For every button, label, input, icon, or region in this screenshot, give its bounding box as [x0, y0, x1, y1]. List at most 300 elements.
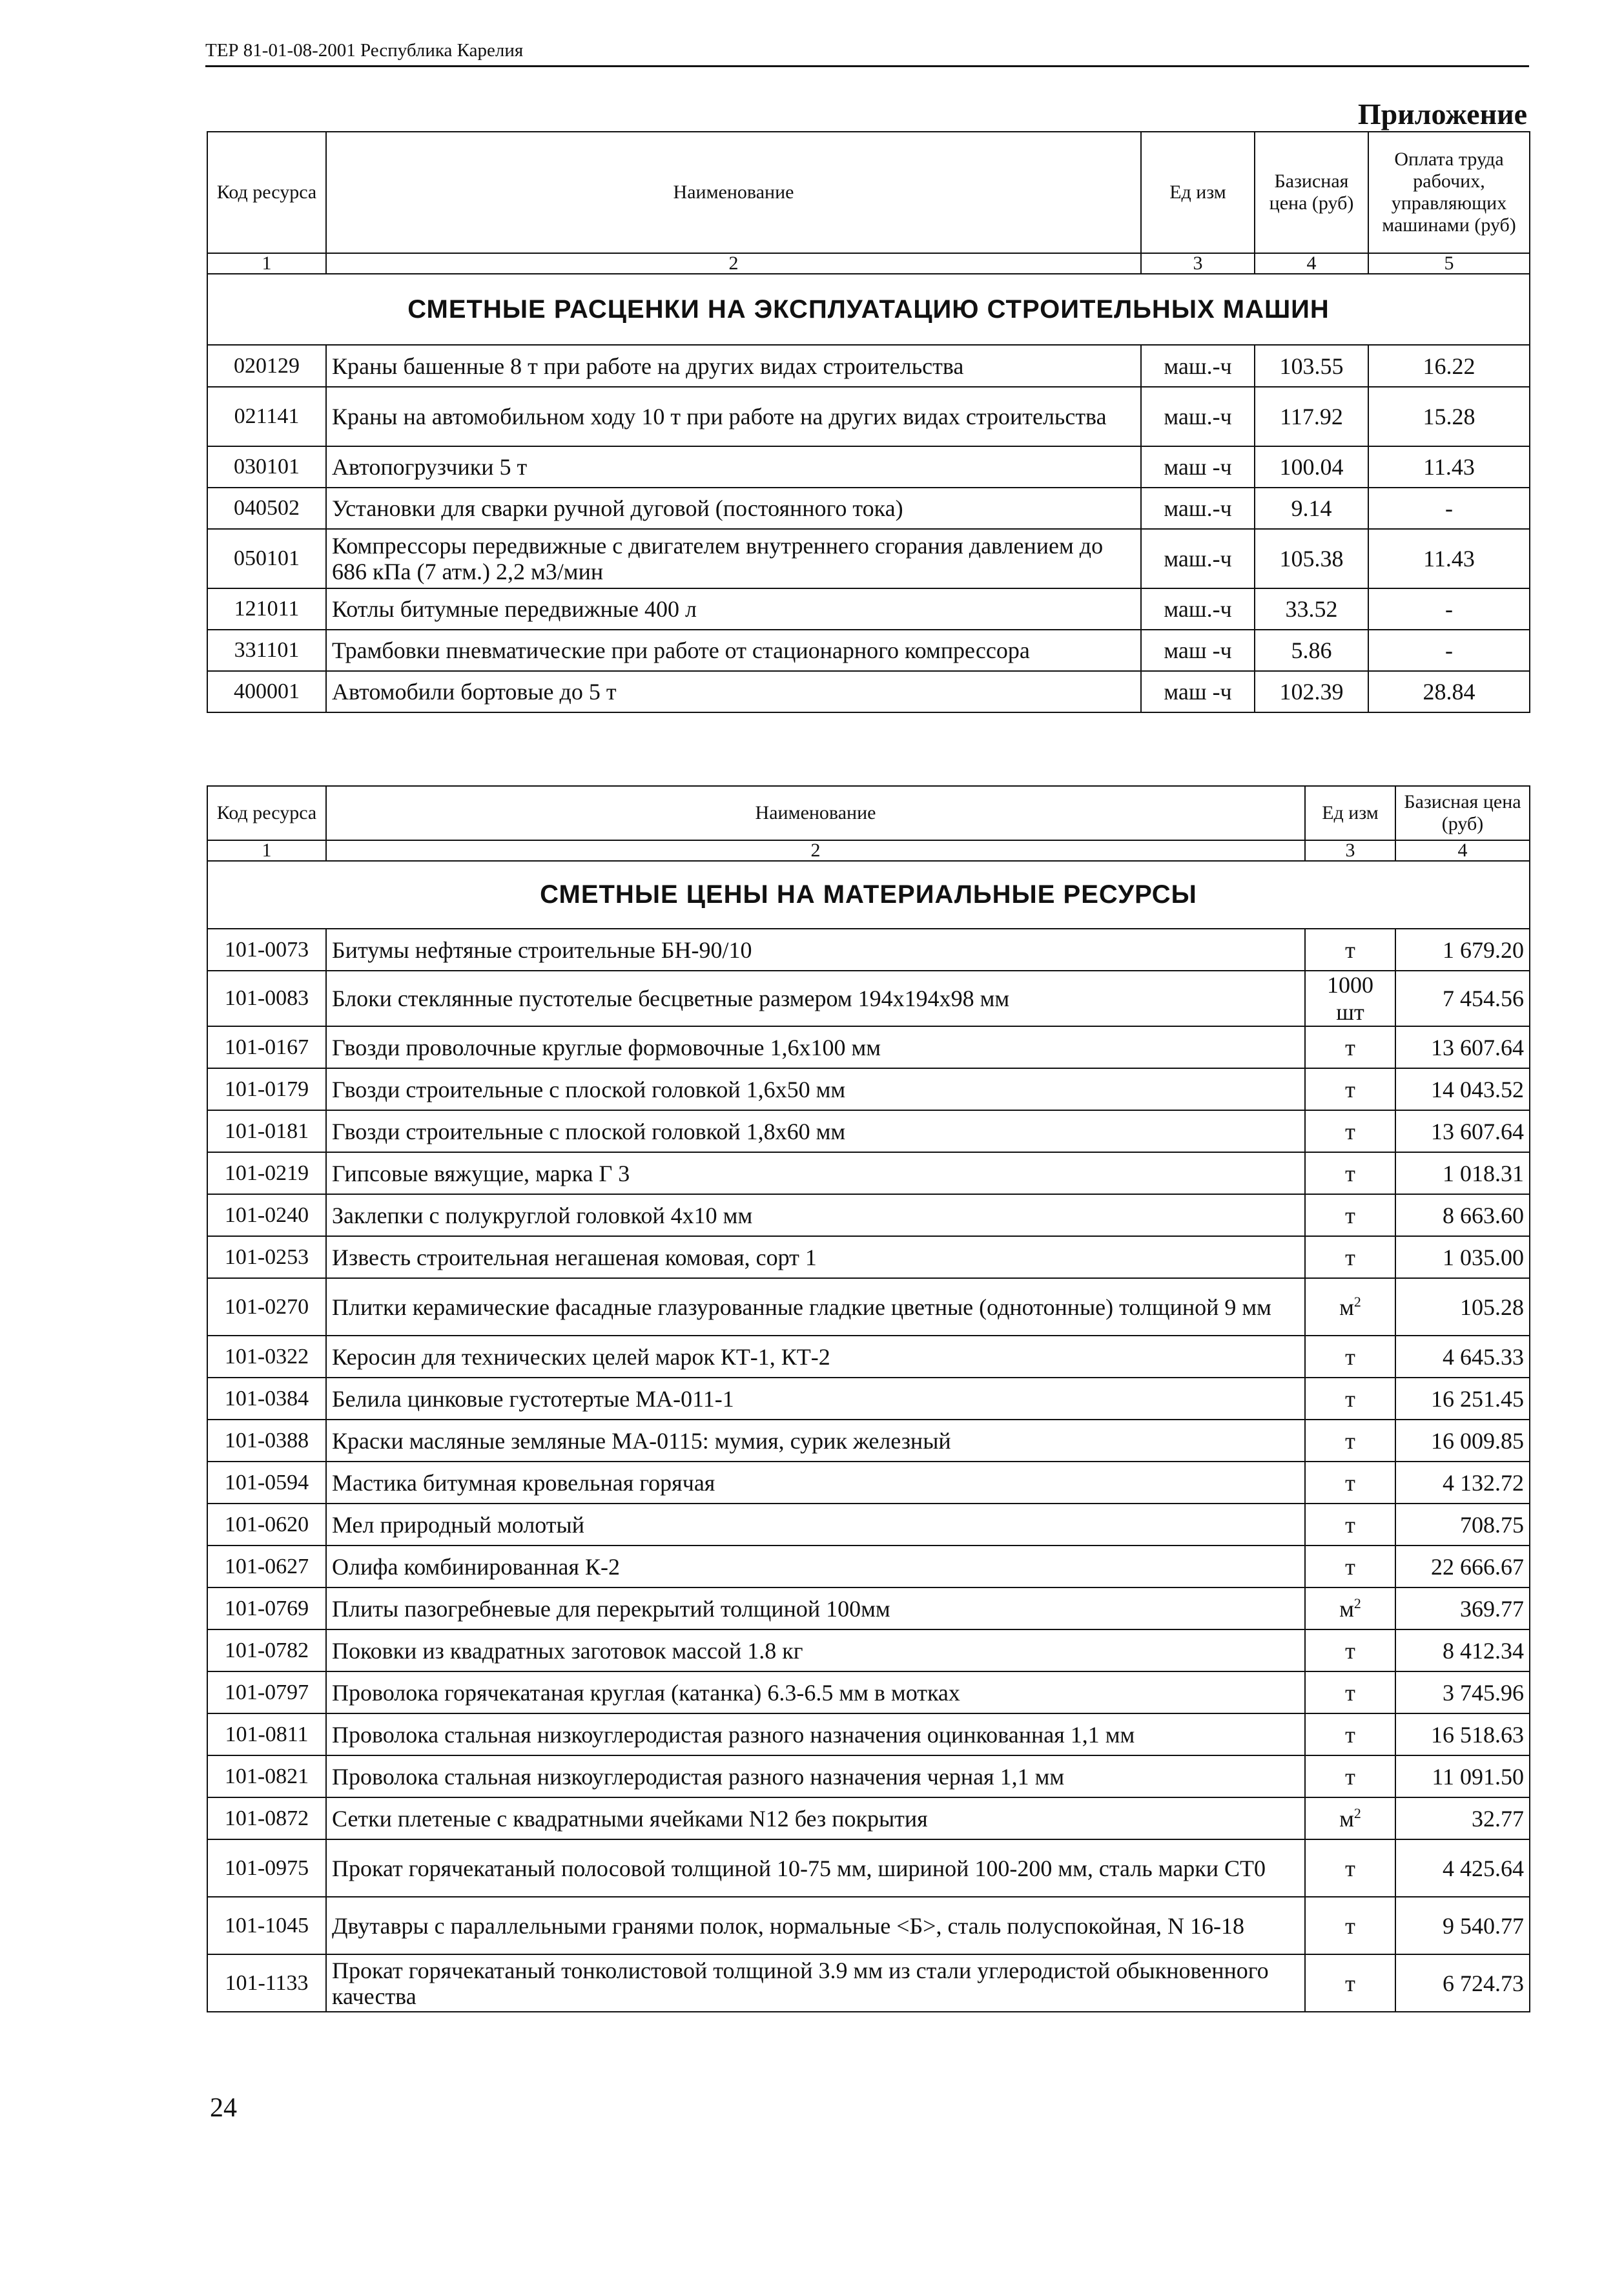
resource-name [326, 446, 1141, 488]
resource-wage-text: 11.43 [1423, 546, 1475, 572]
resource-price-text: 1 018.31 [1443, 1160, 1524, 1186]
resource-price [1255, 630, 1368, 671]
resource-unit-text: маш.-ч [1164, 353, 1232, 379]
resource-code [207, 671, 326, 712]
resource-code-text: 101-0388 [224, 1428, 309, 1453]
resource-unit-text: т [1345, 1385, 1355, 1412]
resource-code [207, 1152, 326, 1194]
resource-wage-text: - [1445, 637, 1453, 663]
resource-unit-text: т [1345, 1553, 1355, 1580]
resource-name [326, 1755, 1305, 1797]
col-number: 4 [1255, 253, 1368, 274]
resource-price [1255, 387, 1368, 446]
resource-code-text: 331101 [234, 638, 300, 662]
resource-unit-text: т [1345, 1912, 1355, 1939]
resource-code-text: 101-0620 [224, 1512, 309, 1536]
resource-price [1395, 1897, 1530, 1954]
resource-code [207, 387, 326, 446]
resource-unit-text: т [1345, 1511, 1355, 1538]
resource-name-text: Проволока горячекатаная круглая (катанка) 6.3-6.5 мм в мотках [332, 1679, 960, 1706]
table-row [207, 1839, 1530, 1897]
table-row [207, 1236, 1530, 1278]
resource-name-text: Плитки керамические фасадные глазурованные гладкие цветные (однотонные) толщиной 9 мм [332, 1294, 1271, 1320]
resource-wage [1368, 387, 1530, 446]
resource-name [326, 671, 1141, 712]
resource-unit [1141, 345, 1255, 387]
resource-name-text: Прокат горячекатаный полосовой толщиной 10-75 мм, шириной 100-200 мм, сталь марки СТ0 [332, 1855, 1266, 1881]
resource-price [1395, 1755, 1530, 1797]
resource-price [1255, 529, 1368, 588]
col-number: 2 [326, 253, 1141, 274]
resource-unit-text: маш.-ч [1164, 495, 1232, 521]
resource-unit-text: т [1345, 1076, 1355, 1102]
resource-unit [1305, 1068, 1395, 1110]
table-row [207, 1152, 1530, 1194]
resource-unit-text: маш -ч [1164, 637, 1232, 663]
resource-unit [1305, 1713, 1395, 1755]
resource-name [326, 1671, 1305, 1713]
table-row [207, 929, 1530, 971]
resource-price-text: 8 412.34 [1443, 1637, 1524, 1664]
resource-name-text: Компрессоры передвижные с двигателем внутреннего сгорания давлением до 686 кПа (7 атм.) 2,2 м3/мин [332, 533, 1104, 584]
table-row [207, 1797, 1530, 1839]
resource-code [207, 1954, 326, 2012]
resource-unit [1141, 387, 1255, 446]
resource-unit [1305, 1897, 1395, 1954]
resource-name-text: Гвозди строительные с плоской головкой 1,8х60 мм [332, 1118, 846, 1144]
resource-price-text: 117.92 [1280, 404, 1343, 429]
resource-name-text: Олифа комбинированная К-2 [332, 1553, 620, 1580]
resource-wage-text: 16.22 [1423, 353, 1475, 379]
resource-price [1395, 1954, 1530, 2012]
resource-unit-text: т [1345, 1970, 1355, 1996]
resource-code-text: 101-0384 [224, 1386, 309, 1411]
resource-name-text: Сетки плетеные с квадратными ячейками N12 без покрытия [332, 1805, 928, 1832]
resource-unit-text: т [1345, 1469, 1355, 1496]
resource-price [1395, 1504, 1530, 1546]
resource-unit-text: т [1345, 936, 1355, 963]
header-unit: Ед изм [1305, 786, 1395, 840]
resource-code-text: 121011 [234, 597, 300, 621]
resource-unit [1305, 1420, 1395, 1462]
resource-name [326, 1954, 1305, 2012]
table-row [207, 671, 1530, 712]
resource-code [207, 1587, 326, 1629]
table-row [207, 1194, 1530, 1236]
table-row [207, 1954, 1530, 2012]
resource-code-text: 101-0975 [224, 1856, 309, 1880]
resource-unit [1305, 1839, 1395, 1897]
resource-code [207, 1026, 326, 1068]
resource-name-text: Плиты пазогребневые для перекрытий толщиной 100мм [332, 1595, 890, 1622]
header-unit: Ед изм [1141, 132, 1255, 253]
resource-wage-text: 11.43 [1423, 454, 1475, 480]
resource-unit-text: маш.-ч [1164, 546, 1232, 572]
resource-code [207, 1378, 326, 1420]
resource-name [326, 529, 1141, 588]
resource-code [207, 1839, 326, 1897]
resource-price-text: 8 663.60 [1443, 1202, 1524, 1228]
resource-price [1395, 1026, 1530, 1068]
resource-unit [1305, 1629, 1395, 1671]
resource-price-text: 6 724.73 [1443, 1970, 1524, 1996]
resource-price-text: 16 009.85 [1431, 1427, 1524, 1454]
resource-name-text: Двутавры с параллельными гранями полок, нормальные <Б>, сталь полуспокойная, N 16-18 [332, 1912, 1245, 1939]
resource-code-text: 101-0782 [224, 1638, 309, 1662]
resource-unit [1305, 1587, 1395, 1629]
table-row [207, 630, 1530, 671]
resource-unit-text: м [1339, 1805, 1354, 1832]
resource-price-text: 4 425.64 [1443, 1855, 1524, 1881]
resource-code [207, 529, 326, 588]
resource-unit-text: м [1339, 1595, 1354, 1622]
resource-code [207, 1671, 326, 1713]
resource-unit [1305, 1954, 1395, 2012]
table-row [207, 1462, 1530, 1504]
resource-name-text: Блоки стеклянные пустотелые бесцветные размером 194х194х98 мм [332, 986, 1010, 1011]
resource-price-text: 3 745.96 [1443, 1679, 1524, 1706]
resource-name [326, 1546, 1305, 1587]
resource-code-text: 101-0811 [225, 1722, 309, 1746]
col-number: 3 [1305, 840, 1395, 861]
resource-unit [1305, 971, 1395, 1026]
resource-wage [1368, 345, 1530, 387]
resource-name-text: Автопогрузчики 5 т [332, 454, 528, 480]
resource-code-text: 101-0181 [224, 1119, 309, 1143]
resource-price-text: 105.28 [1460, 1294, 1524, 1320]
resource-name [326, 1194, 1305, 1236]
resource-code-text: 101-0240 [224, 1203, 309, 1227]
header-name: Наименование [326, 132, 1141, 253]
resource-price-text: 13 607.64 [1431, 1118, 1524, 1144]
table-row [207, 345, 1530, 387]
resource-price [1395, 1378, 1530, 1420]
resource-code-text: 101-0253 [224, 1245, 309, 1269]
resource-price-text: 32.77 [1472, 1805, 1524, 1832]
resource-unit [1305, 1236, 1395, 1278]
table-row [207, 1278, 1530, 1336]
resource-unit-text: 1000 шт [1327, 972, 1373, 1025]
resource-unit [1305, 929, 1395, 971]
resource-wage [1368, 446, 1530, 488]
resource-wage-text: 15.28 [1423, 404, 1475, 429]
resource-code [207, 1713, 326, 1755]
table-row [207, 1897, 1530, 1954]
resource-price [1395, 1336, 1530, 1378]
resource-price [1395, 1587, 1530, 1629]
resource-code-text: 101-0083 [224, 986, 309, 1010]
resource-name-text: Прокат горячекатаный тонколистовой толщиной 3.9 мм из стали углеродистой обыкновенного качества [332, 1957, 1269, 2009]
resource-name-text: Керосин для технических целей марок КТ-1, КТ-2 [332, 1343, 830, 1370]
running-header: ТЕР 81-01-08-2001 Республика Карелия [205, 40, 1529, 67]
resource-price [1395, 1839, 1530, 1897]
section-title: СМЕТНЫЕ РАСЦЕНКИ НА ЭКСПЛУАТАЦИЮ СТРОИТЕЛЬНЫХ МАШИН [207, 274, 1530, 345]
resource-unit [1305, 1546, 1395, 1587]
resource-code-text: 101-0627 [224, 1554, 309, 1578]
resource-code [207, 446, 326, 488]
table-row [207, 1378, 1530, 1420]
resource-price [1395, 1546, 1530, 1587]
resource-name [326, 1629, 1305, 1671]
table-row [207, 1671, 1530, 1713]
resource-price [1255, 345, 1368, 387]
table-row [207, 1110, 1530, 1152]
resource-unit [1305, 1378, 1395, 1420]
resource-name [326, 1839, 1305, 1897]
resource-name-text: Проволока стальная низкоуглеродистая разного назначения оцинкованная 1,1 мм [332, 1721, 1135, 1748]
table-row [207, 387, 1530, 446]
resource-name [326, 1152, 1305, 1194]
resource-name [326, 1897, 1305, 1954]
resource-unit-text: т [1345, 1202, 1355, 1228]
resource-name [326, 387, 1141, 446]
resource-code-text: 101-0872 [224, 1806, 309, 1830]
resource-wage [1368, 529, 1530, 588]
resource-name [326, 488, 1141, 529]
resource-price-text: 1 035.00 [1443, 1244, 1524, 1270]
resource-price [1395, 1420, 1530, 1462]
resource-price [1395, 1194, 1530, 1236]
resource-unit [1305, 1336, 1395, 1378]
resource-code [207, 929, 326, 971]
resource-code [207, 1236, 326, 1278]
resource-code-text: 101-1133 [225, 1970, 309, 1995]
unit-superscript: 2 [1353, 1804, 1361, 1821]
resource-unit [1305, 1797, 1395, 1839]
resource-code-text: 101-0594 [224, 1470, 309, 1494]
resource-price [1255, 488, 1368, 529]
resource-name-text: Заклепки с полукруглой головкой 4х10 мм [332, 1202, 753, 1228]
resource-price-text: 14 043.52 [1431, 1076, 1524, 1102]
resource-wage [1368, 588, 1530, 630]
resource-name-text: Краски масляные земляные МА-0115: мумия, сурик железный [332, 1427, 951, 1454]
resource-code-text: 101-0322 [224, 1344, 309, 1369]
resource-unit [1305, 1755, 1395, 1797]
resource-unit-text: т [1345, 1244, 1355, 1270]
resource-name [326, 1462, 1305, 1504]
resource-name-text: Мел природный молотый [332, 1511, 584, 1538]
table-row [207, 1713, 1530, 1755]
resource-code [207, 1755, 326, 1797]
header-name: Наименование [326, 786, 1305, 840]
resource-code [207, 1629, 326, 1671]
resource-unit-text: т [1345, 1721, 1355, 1748]
table-row [207, 1420, 1530, 1462]
resource-unit-text: м [1339, 1294, 1354, 1320]
resource-name [326, 1236, 1305, 1278]
resource-name-text: Краны на автомобильном ходу 10 т при работе на других видах строительства [332, 404, 1107, 429]
resource-name [326, 1504, 1305, 1546]
resource-price-text: 369.77 [1460, 1595, 1524, 1622]
resource-price-text: 9.14 [1291, 495, 1332, 521]
table-row [207, 1629, 1530, 1671]
resource-code-text: 101-0073 [224, 937, 309, 962]
resource-unit [1305, 1504, 1395, 1546]
resource-price-text: 16 518.63 [1431, 1721, 1524, 1748]
resource-price-text: 1 679.20 [1443, 936, 1524, 963]
resource-code [207, 630, 326, 671]
resource-price-text: 16 251.45 [1431, 1385, 1524, 1412]
resource-name [326, 1278, 1305, 1336]
resource-wage [1368, 630, 1530, 671]
resource-name-text: Гвозди проволочные круглые формовочные 1,6х100 мм [332, 1034, 881, 1060]
resource-name-text: Белила цинковые густотертые МА-011-1 [332, 1385, 734, 1412]
resource-code-text: 040502 [234, 496, 300, 520]
resource-code [207, 1420, 326, 1462]
resource-price-text: 103.55 [1279, 353, 1344, 379]
col-number: 1 [207, 253, 326, 274]
resource-unit [1141, 588, 1255, 630]
resource-wage-text: - [1445, 495, 1453, 521]
table-row [207, 1755, 1530, 1797]
resource-name-text: Поковки из квадратных заготовок массой 1.8 кг [332, 1637, 803, 1664]
resource-code-text: 030101 [234, 455, 300, 479]
header-price: Базисная цена (руб) [1255, 132, 1368, 253]
resource-price [1395, 1462, 1530, 1504]
resource-price-text: 7 454.56 [1443, 986, 1524, 1011]
table-row [207, 588, 1530, 630]
resource-name-text: Известь строительная негашеная комовая, сорт 1 [332, 1244, 817, 1270]
resource-price [1395, 929, 1530, 971]
resource-price [1395, 1068, 1530, 1110]
resource-unit-text: маш -ч [1164, 679, 1232, 705]
resource-price [1395, 1713, 1530, 1755]
resource-code-text: 101-0797 [224, 1680, 309, 1704]
resource-wage-text: - [1445, 596, 1453, 622]
col-number: 5 [1368, 253, 1530, 274]
resource-unit-text: маш -ч [1164, 454, 1232, 480]
col-number: 2 [326, 840, 1305, 861]
resource-price [1395, 1152, 1530, 1194]
resource-price [1395, 1629, 1530, 1671]
resource-price-text: 9 540.77 [1443, 1912, 1524, 1939]
resource-code-text: 101-1045 [224, 1913, 309, 1938]
resource-price [1395, 1110, 1530, 1152]
resource-price [1255, 446, 1368, 488]
resource-name [326, 1587, 1305, 1629]
resource-code [207, 1278, 326, 1336]
resource-unit [1305, 1152, 1395, 1194]
resource-name-text: Краны башенные 8 т при работе на других видах строительства [332, 353, 964, 379]
resource-name-text: Автомобили бортовые до 5 т [332, 679, 617, 705]
resource-code-text: 101-0167 [224, 1035, 309, 1059]
resource-code-text: 101-0821 [224, 1764, 309, 1788]
resource-price [1255, 588, 1368, 630]
resource-price-text: 105.38 [1279, 546, 1344, 572]
resource-unit-text: маш.-ч [1164, 404, 1232, 429]
resource-code-text: 101-0179 [224, 1077, 309, 1101]
resource-code [207, 345, 326, 387]
col-number: 1 [207, 840, 326, 861]
resource-price-text: 11 091.50 [1432, 1763, 1524, 1790]
header-code: Код ресурса [207, 132, 326, 253]
resource-unit [1305, 1462, 1395, 1504]
header-wage: Оплата труда рабочих, управляющих машинами (руб) [1368, 132, 1530, 253]
resource-unit-text: т [1345, 1118, 1355, 1144]
resource-price-text: 22 666.67 [1431, 1553, 1524, 1580]
resource-code [207, 1462, 326, 1504]
resource-code [207, 1504, 326, 1546]
resource-unit-text: т [1345, 1763, 1355, 1790]
page-number: 24 [210, 2093, 237, 2123]
resource-price [1395, 1797, 1530, 1839]
resource-unit-text: т [1345, 1679, 1355, 1706]
table-row [207, 1504, 1530, 1546]
resource-price-text: 13 607.64 [1431, 1034, 1524, 1060]
resource-code [207, 488, 326, 529]
resource-name [326, 1378, 1305, 1420]
resource-unit [1141, 630, 1255, 671]
resource-unit [1141, 529, 1255, 588]
table-row [207, 1546, 1530, 1587]
resource-unit [1141, 671, 1255, 712]
unit-superscript: 2 [1353, 1595, 1361, 1611]
materials-table [207, 785, 1530, 2012]
resource-code [207, 1068, 326, 1110]
resource-unit-text: т [1345, 1343, 1355, 1370]
resource-name-text: Трамбовки пневматические при работе от стационарного компрессора [332, 637, 1030, 663]
resource-unit-text: маш.-ч [1164, 596, 1232, 622]
table-row [207, 446, 1530, 488]
resource-unit-text: т [1345, 1427, 1355, 1454]
resource-price [1255, 671, 1368, 712]
resource-code [207, 1546, 326, 1587]
resource-name-text: Гипсовые вяжущие, марка Г 3 [332, 1160, 630, 1186]
resource-code [207, 1336, 326, 1378]
resource-name [326, 929, 1305, 971]
resource-unit [1305, 1671, 1395, 1713]
resource-name [326, 630, 1141, 671]
resource-name [326, 1026, 1305, 1068]
resource-name [326, 1420, 1305, 1462]
appendix-label: Приложение [1357, 98, 1527, 130]
resource-unit [1305, 1194, 1395, 1236]
resource-code-text: 020129 [234, 353, 300, 378]
resource-price-text: 5.86 [1291, 637, 1332, 663]
unit-superscript: 2 [1353, 1293, 1361, 1310]
table-row [207, 488, 1530, 529]
resource-code [207, 971, 326, 1026]
resource-price-text: 102.39 [1279, 679, 1344, 705]
resource-code-text: 021141 [234, 404, 300, 428]
resource-code [207, 1110, 326, 1152]
resource-name [326, 971, 1305, 1026]
resource-price-text: 100.04 [1279, 454, 1344, 480]
resource-name-text: Установки для сварки ручной дуговой (постоянного тока) [332, 495, 903, 521]
resource-price [1395, 1278, 1530, 1336]
resource-unit-text: т [1345, 1637, 1355, 1664]
resource-name-text: Битумы нефтяные строительные БН-90/10 [332, 936, 752, 963]
resource-unit-text: т [1345, 1160, 1355, 1186]
resource-code-text: 101-0219 [224, 1161, 309, 1185]
resource-price [1395, 1236, 1530, 1278]
resource-code-text: 400001 [234, 679, 300, 703]
resource-price [1395, 1671, 1530, 1713]
resource-unit-text: т [1345, 1034, 1355, 1060]
resource-wage [1368, 671, 1530, 712]
resource-code-text: 050101 [234, 546, 300, 570]
table-row [207, 1587, 1530, 1629]
resource-name [326, 345, 1141, 387]
table-row [207, 1068, 1530, 1110]
resource-name [326, 1110, 1305, 1152]
resource-code-text: 101-0270 [224, 1294, 309, 1319]
resource-price-text: 708.75 [1460, 1511, 1524, 1538]
table-row [207, 529, 1530, 588]
header-price: Базисная цена (руб) [1395, 786, 1530, 840]
resource-wage-text: 28.84 [1423, 679, 1475, 705]
resource-unit [1305, 1110, 1395, 1152]
